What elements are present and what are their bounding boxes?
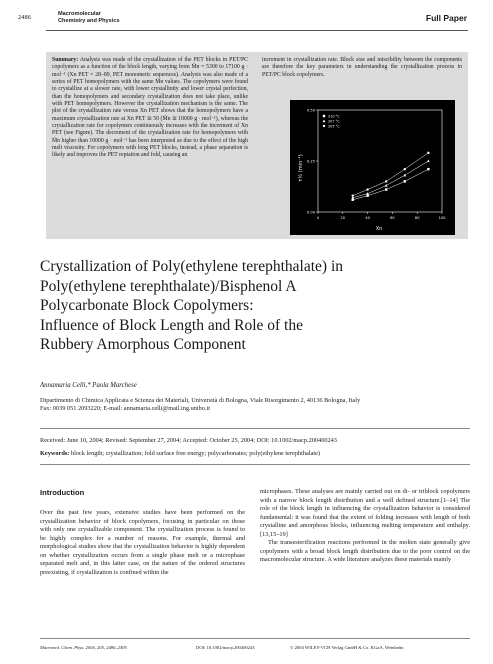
footer-citation: Macromol. Chem. Phys. 2004, 205, 2486–2495 xyxy=(40,645,127,650)
data-point xyxy=(352,194,354,196)
series-line xyxy=(353,169,429,200)
x-tick-label: 40 xyxy=(365,216,370,220)
header-rule xyxy=(46,30,468,31)
legend-label: 210 °C xyxy=(328,114,340,119)
x-tick-label: 20 xyxy=(340,216,346,220)
keywords-list: block length; crystallization; fold surface free energy; polycarbonates; poly(ethylene terephthalate) xyxy=(69,450,320,457)
footer-rule xyxy=(40,638,470,639)
legend-marker xyxy=(323,125,325,127)
data-point xyxy=(366,194,368,196)
abstract-text-col1 xyxy=(52,57,248,160)
abstract-figure-chart xyxy=(290,100,455,235)
paper-title xyxy=(40,257,470,355)
title-line-2: Poly(ethylene terephthalate)/Bisphenol A xyxy=(40,277,297,295)
x-tick-label: 100 xyxy=(438,216,446,220)
data-point xyxy=(352,199,354,201)
title-line-1: Crystallization of Poly(ethylene terephthalate) in xyxy=(40,258,344,275)
data-point xyxy=(385,188,387,190)
abstract-label: Summary: xyxy=(52,57,79,63)
section-label: Full Paper xyxy=(425,13,467,23)
data-point xyxy=(385,180,387,182)
title-line-4: Influence of Block Length and Role of the xyxy=(40,316,303,334)
series-line xyxy=(353,161,429,198)
journal-name xyxy=(58,11,120,25)
intro-paragraph-2: The transesterification reactions performed in the molten state generally give copolymers with a broad block length distribution due to the poor control on the macromolecular structure. A wide literature analyzes these materials mainly xyxy=(260,539,470,564)
keywords-label: Keywords: xyxy=(40,450,70,457)
divider-rule-2 xyxy=(40,464,470,465)
intro-column-right xyxy=(260,488,470,565)
journal-line-1: Macromolecular xyxy=(58,11,101,17)
chart-y-label: τ½ (min⁻¹) xyxy=(298,154,304,182)
legend-marker xyxy=(323,120,326,123)
authors: Annamaria Celli,* Paola Marchese xyxy=(40,382,137,389)
data-point xyxy=(427,160,430,163)
received-dates: Received: June 10, 2004; Revised: September 27, 2004; Accepted: October 25, 2004; DOI: 10.1002/macp.200400243 xyxy=(40,437,337,444)
keywords xyxy=(40,450,320,457)
chart-plot-area xyxy=(307,108,446,220)
page-number: 2486 xyxy=(18,14,31,21)
y-tick-label: 0.25 xyxy=(306,159,315,164)
footer-copyright: © 2004 WILEY-VCH Verlag GmbH & Co. KGaA, Weinheim xyxy=(290,645,404,650)
abstract-text-col2: increment in crystallization rate. Block size and miscibility between the components are therefore the key parameters in understanding the crystallization process in PET/PC block copolymers. xyxy=(262,57,462,78)
x-tick-label: 80 xyxy=(414,216,420,220)
intro-heading: Introduction xyxy=(40,488,85,497)
title-line-3: Polycarbonate Block Copolymers: xyxy=(40,297,254,314)
intro-column-left: Over the past few years, extensive studies have been performed on the crystallization behavior of block copolymers, focusing in particular on those with only one crystallizable component. The crystallization process is found to be highly complex for a number of reasons. For example, thermal and morphological studies show that the crystallization behavior is highly dependent on whether crystallization occurs from a single phase melt or a microphase separated melt and, in this latter case, on the nature of the ordered structures preexisting, if crystallization is confined within the xyxy=(40,509,245,576)
data-point xyxy=(403,174,406,177)
intro-paragraph-1: microphases. These analyses are mainly carried out on di- or triblock copolymers with a narrow block length distribution and a well defined structure.[1–14] The role of the block length in influencing the crystallization behavior is considered fundamental: it was found that the extent of folding increases with length of both crystalline and amorphous blocks, influencing melting temperature and enthalpy.[13,15–19] xyxy=(260,488,470,538)
data-point xyxy=(404,168,406,170)
chart-x-label: Xn xyxy=(375,226,383,232)
y-tick-label: 0.50 xyxy=(306,108,315,113)
legend-label: 205 °C xyxy=(328,124,340,129)
affiliation xyxy=(40,397,470,414)
footer-doi: DOI: 10.1002/macp.200400243 xyxy=(196,645,255,650)
y-tick-label: 0.00 xyxy=(306,210,315,215)
divider-rule xyxy=(40,428,470,429)
x-tick-label: 60 xyxy=(390,216,395,220)
affiliation-line-1: Dipartimento di Chimica Applicata e Scienza dei Materiali, Università di Bologna, Viale Risorgimento 2, 40136 Bologna, Italy xyxy=(40,397,361,404)
legend-label: 207 °C xyxy=(328,119,340,124)
data-point xyxy=(366,188,368,190)
abstract-body-1: Analysis was made of the crystallization of the PET blocks in PET/PC copolymers as a function of the block length, varying from M̄n = 5300 to 17100 g · mol⁻¹ (Xn PET = 28–89, PET monomeric sequences). Analysis was also made of a series of PET homopolymers with the same M̄n values. The copolymers were found to crystallize at a slower rate, with lower crystallinity and lower crystal perfection, than the homopolymers and secondary crystallization does not take place, unlike with PET homopolymers. However the crystallization mechanism is the same. The plot of the crystallization rate versus Xn PET shows that the homopolymers have a maximum crystallization rate at Xn PET ≅ 50 (M̄n ≅ 10000 g · mol⁻¹), whereas the crystallization rate for copolymers continuously increases with the increment of Xn PET (see Figure). The decrement of the crystallization rate for homopolymers with M̄n higher than 10000 g · mol⁻¹ has been interpreted as due to the effect of the high melt viscosity. For copolymers with long PET blocks, instead, a phase separation is likely and improves the PET reptation and fold, causing an xyxy=(52,57,248,159)
series-line xyxy=(353,153,429,196)
data-point xyxy=(404,180,406,182)
title-line-5: Rubbery Amorphous Component xyxy=(40,336,246,353)
data-point xyxy=(385,184,388,187)
affiliation-line-2: Fax: 0039 051 2093220; E-mail: annamaria.celli@mail.ing.unibo.it xyxy=(40,405,211,413)
data-point xyxy=(427,168,429,170)
x-tick-label: 0 xyxy=(316,216,320,220)
journal-line-2: Chemistry and Physics xyxy=(58,18,120,24)
data-point xyxy=(427,152,429,154)
legend-marker xyxy=(323,115,325,117)
